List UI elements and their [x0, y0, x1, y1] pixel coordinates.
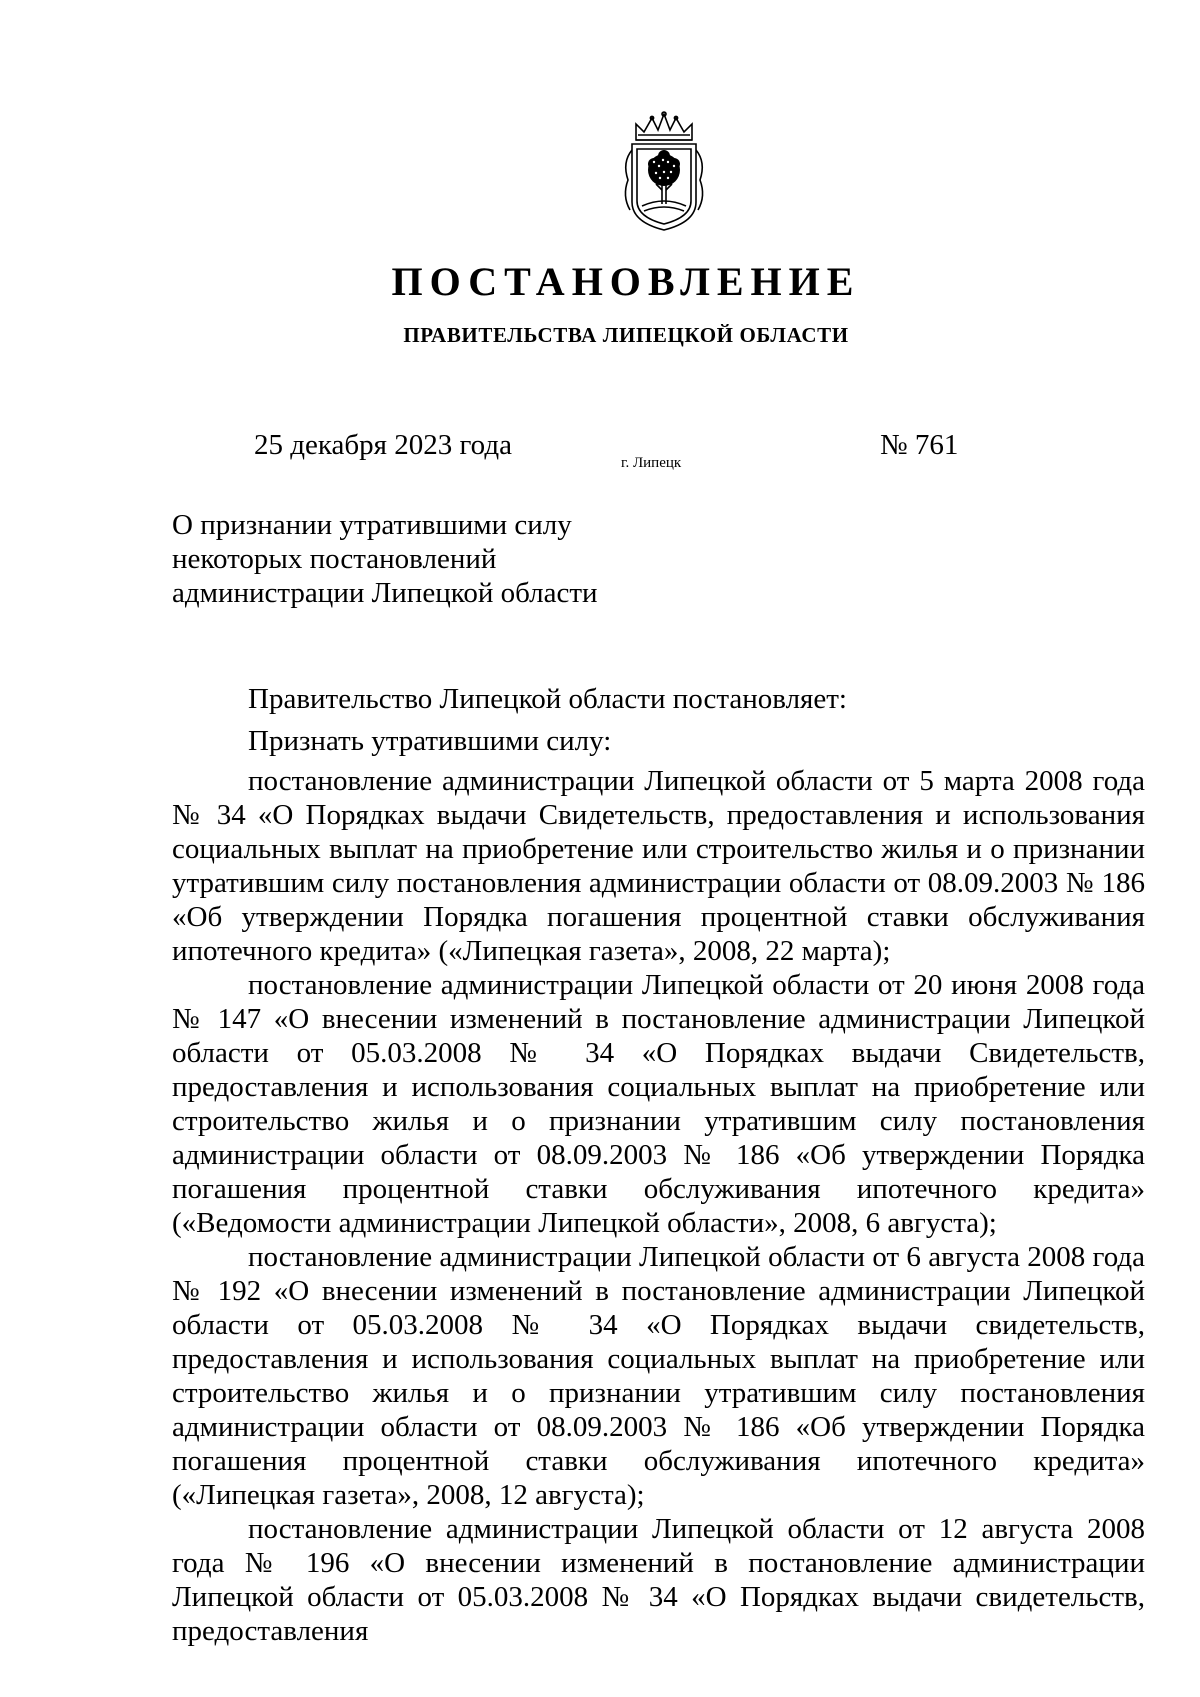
- heading-line: администрации Липецкой области: [172, 577, 598, 609]
- document-body: [172, 682, 1145, 1648]
- document-city: г. Липецк: [621, 455, 682, 471]
- document-title: ПОСТАНОВЛЕНИЕ: [391, 259, 861, 304]
- document-issuer: ПРАВИТЕЛЬСТВА ЛИПЕЦКОЙ ОБЛАСТИ: [403, 323, 849, 347]
- document-number: № 761: [880, 429, 959, 461]
- document-heading: [172, 508, 692, 610]
- heading-line: некоторых постановлений: [172, 543, 497, 575]
- document-date: 25 декабря 2023 года: [254, 429, 512, 461]
- heading-line: О признании утратившими силу: [172, 509, 572, 541]
- repealed-item: постановление администрации Липецкой области от 20 июня 2008 года № 147 «О внесении изменений в постановление администрации Липецкой области от 05.03.2008 № 34 «О Порядках выдачи Свидетельств, предоставления и использования социальных выплат на приобретение или строительство жилья и о признании утратившим силу постановления администрации области от 08.09.2003 № 186 «Об утверждении Порядка погашения процентной ставки обслуживания ипотечного кредита» («Ведомости администрации Липецкой области», 2008, 6 августа);: [172, 969, 1145, 1239]
- repealed-item: постановление администрации Липецкой области от 12 августа 2008 года № 196 «О внесении изменений в постановление администрации Липецкой области от 05.03.2008 № 34 «О Порядках выдачи свидетельств, предоставления: [172, 1513, 1145, 1647]
- preamble: Правительство Липецкой области постановляет:: [248, 683, 847, 715]
- repealed-item: постановление администрации Липецкой области от 6 августа 2008 года № 192 «О внесении изменений в постановление администрации Липецкой области от 05.03.2008 № 34 «О Порядках выдачи свидетельств, предоставления и использования социальных выплат на приобретение или строительство жилья и о признании утратившим силу постановления администрации области от 08.09.2003 № 186 «Об утверждении Порядка погашения процентной ставки обслуживания ипотечного кредита» («Липецкая газета», 2008, 12 августа);: [172, 1241, 1145, 1511]
- coat-of-arms-icon: [618, 110, 710, 234]
- repealed-item: постановление администрации Липецкой области от 5 марта 2008 года № 34 «О Порядках выдачи Свидетельств, предоставления и использования социальных выплат на приобретение или строительство жилья и о признании утратившим силу постановления администрации области от 08.09.2003 № 186 «Об утверждении Порядка погашения процентной ставки обслуживания ипотечного кредита» («Липецкая газета», 2008, 22 марта);: [172, 765, 1145, 967]
- repealed-list: [172, 764, 1145, 1648]
- decision: Признать утратившими силу:: [248, 725, 612, 757]
